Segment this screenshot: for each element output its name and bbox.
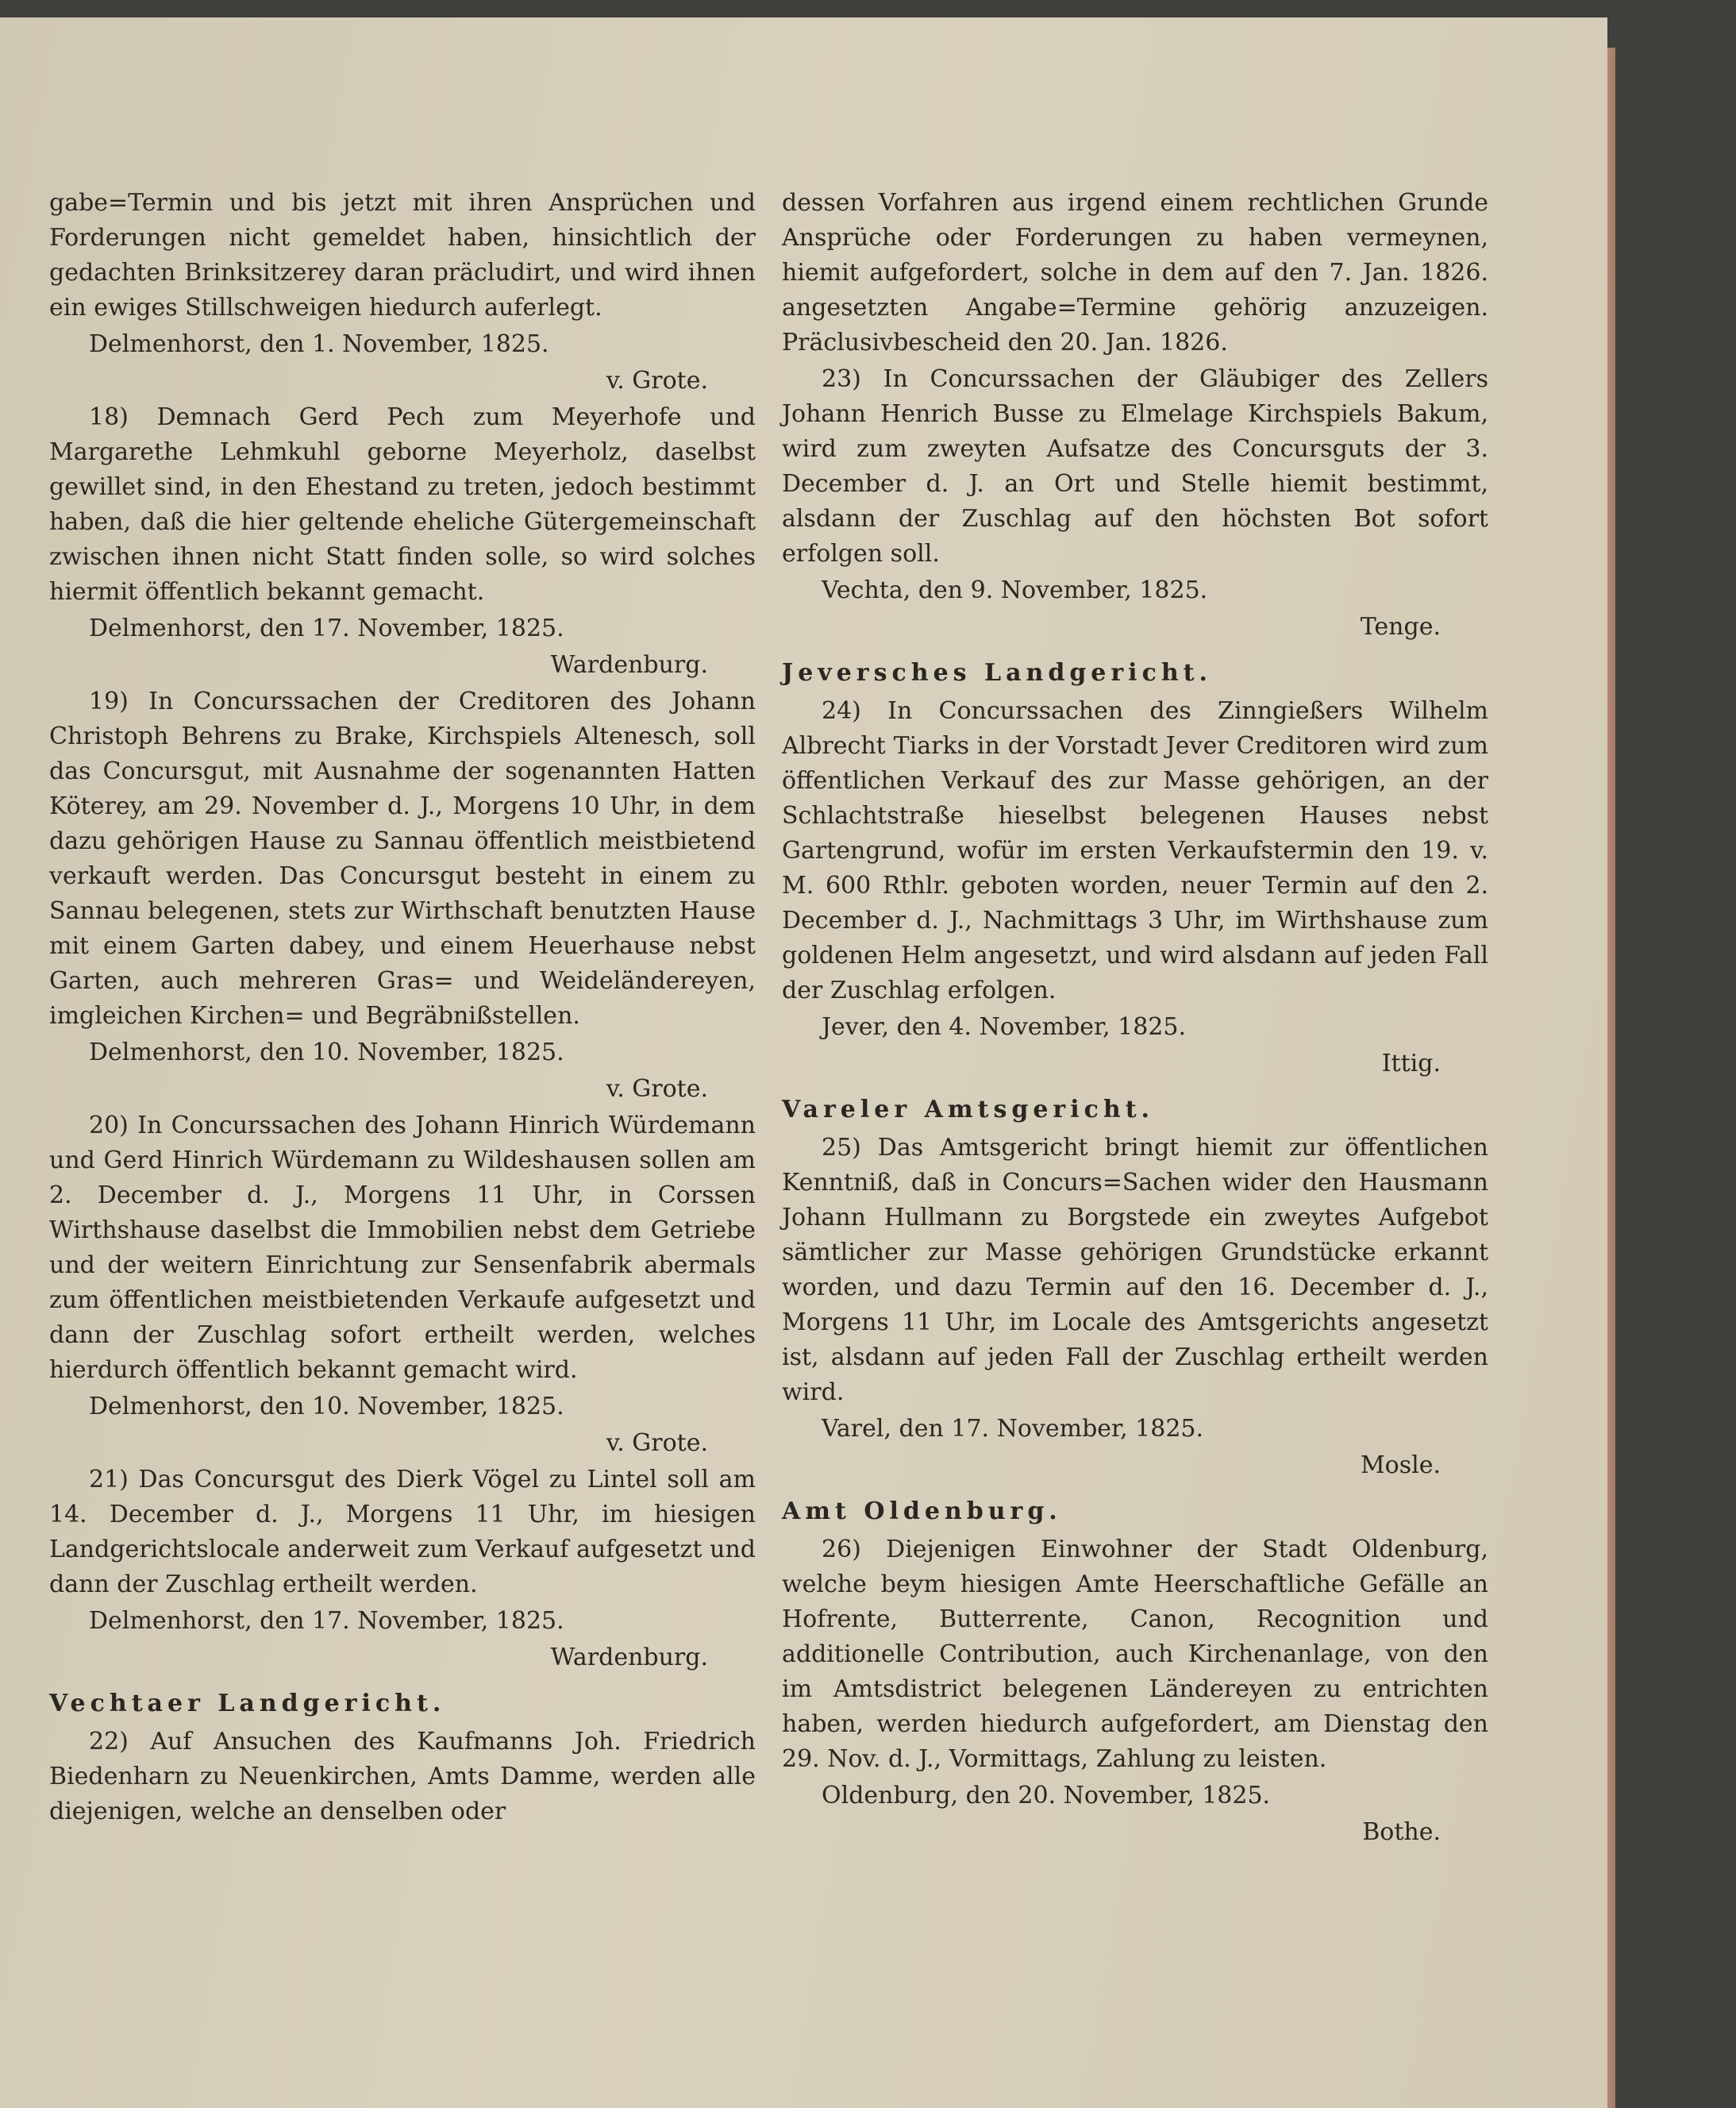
signature: v. Grote. bbox=[606, 367, 708, 395]
notice-paragraph: 24) In Concurssachen des Zinngießers Wilhelm Albrecht Tiarks in der Vorstadt Jever Creditoren wird zum öffentlichen Verkauf des zur Masse gehörigen, an der Schlachtstraße hieselbst belegenen Hauses nebst Gartengrund, wofür im ersten Verkaufstermin den 19. v. M. 600 Rthlr. geboten worden, neuer Termin auf den 2. December d. J., Nachmittags 3 Uhr, im Wirthshause zum goldenen Helm angesetzt, und wird alsdann auf jeden Fall der Zuschlag erfolgen. bbox=[782, 697, 1488, 1004]
dateline: Delmenhorst, den 10. November, 1825. bbox=[89, 1393, 564, 1420]
left-column bbox=[49, 186, 756, 1831]
signature: Wardenburg. bbox=[550, 1644, 708, 1671]
notice-paragraph: 26) Diejenigen Einwohner der Stadt Oldenburg, welche beym hiesigen Amte Heerschaftliche Gefälle an Hofrente, Butterrente, Canon, Recognition und additionelle Contribution, auch Kirchenanlage, von den im Amtsdistrict belegenen Ländereyen zu entrichten haben, werden hiedurch aufgefordert, am Dienstag den 29. Nov. d. J., Vormittags, Zahlung zu leisten. bbox=[782, 1536, 1488, 1773]
notice-paragraph: 23) In Concurssachen der Gläubiger des Zellers Johann Henrich Busse zu Elmelage Kirchspiels Bakum, wird zum zweyten Aufsatze des Concursguts der 3. December d. J. an Ort und Stelle hiemit bestimmt, alsdann der Zuschlag auf den höchsten Bot sofort erfolgen soll. bbox=[782, 365, 1488, 568]
notice-paragraph: 19) In Concurssachen der Creditoren des Johann Christoph Behrens zu Brake, Kirchspiels Altenesch, soll das Concursgut, mit Ausnahme der sogenannten Hatten Köterey, am 29. November d. J., Morgens 10 Uhr, in dem dazu gehörigen Hause zu Sannau öffentlich meistbietend verkauft werden. Das Concursgut besteht in einem zu Sannau belegenen, stets zur Wirthschaft benutzten Hause mit einem Garten dabey, und einem Heuerhause nebst Garten, auch mehreren Gras= und Weideländereyen, imgleichen Kirchen= und Begräbnißstellen. bbox=[49, 688, 756, 1030]
dateline: Delmenhorst, den 10. November, 1825. bbox=[89, 1039, 564, 1066]
notice-paragraph: 18) Demnach Gerd Pech zum Meyerhofe und Margarethe Lehmkuhl geborne Meyerholz, daselbst gewillet sind, in den Ehestand zu treten, jedoch bestimmt haben, daß die hier geltende eheliche Gütergemeinschaft zwischen ihnen nicht Statt finden solle, so wird solches hiermit öffentlich bekannt gemacht. bbox=[49, 403, 756, 606]
notice-paragraph: 22) Auf Ansuchen des Kaufmanns Joh. Friedrich Biedenharn zu Neuenkirchen, Amts Damme, werden alle diejenigen, welche an denselben oder bbox=[49, 1728, 756, 1825]
document-page bbox=[0, 17, 1607, 2108]
signature: v. Grote. bbox=[606, 1429, 708, 1457]
section-heading: Jeversches Landgericht. bbox=[782, 659, 1212, 687]
notice-paragraph: gabe=Termin und bis jetzt mit ihren Ansprüchen und Forderungen nicht gemeldet haben, hinsichtlich der gedachten Brinksitzerey daran präcludirt, und wird ihnen ein ewiges Stillschweigen hiedurch auferlegt. bbox=[49, 189, 756, 322]
signature: v. Grote. bbox=[606, 1075, 708, 1103]
dateline: Delmenhorst, den 1. November, 1825. bbox=[89, 330, 549, 358]
section-heading: Vechtaer Landgericht. bbox=[49, 1690, 446, 1717]
notice-paragraph: 25) Das Amtsgericht bringt hiemit zur öffentlichen Kenntniß, daß in Concurs=Sachen wider den Hausmann Johann Hullmann zu Borgstede ein zweytes Aufgebot sämtlicher zur Masse gehörigen Grundstücke erkannt worden, und dazu Termin auf den 16. December d. J., Morgens 11 Uhr, im Locale des Amtsgerichts angesetzt ist, alsdann auf jeden Fall der Zuschlag ertheilt werden wird. bbox=[782, 1134, 1488, 1406]
signature: Mosle. bbox=[1360, 1451, 1441, 1479]
notice-paragraph: 21) Das Concursgut des Dierk Vögel zu Lintel soll am 14. December d. J., Morgens 11 Uhr, im hiesigen Landgerichtslocale anderweit zum Verkauf aufgesetzt und dann der Zuschlag ertheilt werden. bbox=[49, 1466, 756, 1598]
signature: Wardenburg. bbox=[550, 651, 708, 679]
dateline: Delmenhorst, den 17. November, 1825. bbox=[89, 1607, 564, 1635]
notice-paragraph: dessen Vorfahren aus irgend einem rechtlichen Grunde Ansprüche oder Forderungen zu haben vermeynen, hiemit aufgefordert, solche in dem auf den 7. Jan. 1826. angesetzten Angabe=Termine gehörig anzuzeigen. Präclusivbescheid den 20. Jan. 1826. bbox=[782, 189, 1488, 356]
dateline: Delmenhorst, den 17. November, 1825. bbox=[89, 615, 564, 642]
signature: Tenge. bbox=[1360, 613, 1441, 641]
right-column bbox=[782, 186, 1488, 1852]
section-heading: Amt Oldenburg. bbox=[782, 1497, 1062, 1525]
dateline: Vechta, den 9. November, 1825. bbox=[822, 576, 1208, 604]
notice-paragraph: 20) In Concurssachen des Johann Hinrich Würdemann und Gerd Hinrich Würdemann zu Wildeshausen sollen am 2. December d. J., Morgens 11 Uhr, in Corssen Wirthshause daselbst die Immobilien nebst dem Getriebe und der weitern Einrichtung zur Sensenfabrik abermals zum öffentlichen meistbietenden Verkaufe aufgesetzt und dann der Zuschlag sofort ertheilt werden, welches hierdurch öffentlich bekannt gemacht wird. bbox=[49, 1112, 756, 1384]
dateline: Oldenburg, den 20. November, 1825. bbox=[822, 1782, 1271, 1809]
signature: Ittig. bbox=[1381, 1050, 1441, 1077]
dateline: Jever, den 4. November, 1825. bbox=[822, 1013, 1186, 1041]
signature: Bothe. bbox=[1362, 1818, 1441, 1846]
section-heading: Vareler Amtsgericht. bbox=[782, 1096, 1154, 1123]
dateline: Varel, den 17. November, 1825. bbox=[822, 1415, 1204, 1443]
